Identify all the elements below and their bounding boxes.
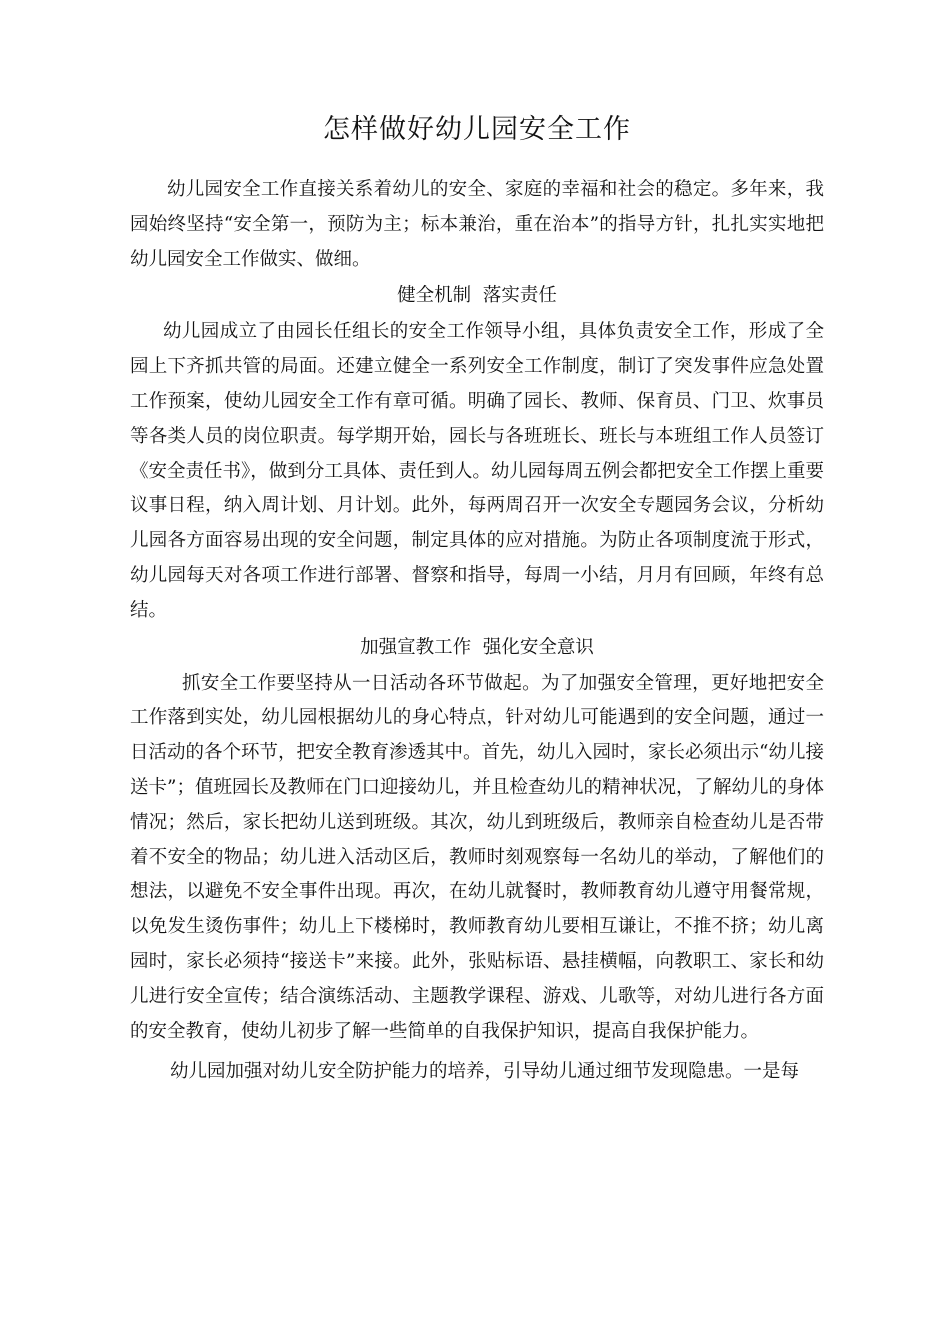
intro-paragraph: 幼儿园安全工作直接关系着幼儿的安全、家庭的幸福和社会的稳定。多年来，我园始终坚持“安全第一，预防为主；标本兼治，重在治本”的指导方针，扎扎实实地把幼儿园安全工作做实、做细。 [130,179,824,270]
section-paragraph-education: 抓安全工作要坚持从一日活动各环节做起。为了加强安全管理，更好地把安全工作落到实处，幼儿园根据幼儿的身心特点，针对幼儿可能遇到的安全问题，通过一日活动的各个环节，把安全教育渗透其中。首先，幼儿入园时，家长必须出示“幼儿接送卡”；值班园长及教师在门口迎接幼儿，并且检查幼儿的精神状况，了解幼儿的身体情况；然后，家长把幼儿送到班级。其次，幼儿到班级后，教师亲自检查幼儿是否带着不安全的物品；幼儿进入活动区后，教师时刻观察每一名幼儿的举动，了解他们的想法，以避免不安全事件出现。再次，在幼儿就餐时，教师教育幼儿遵守用餐常规，以免发生烫伤事件；幼儿上下楼梯时，教师教育幼儿要相互谦让，不推不挤；幼儿离园时，家长必须持“接送卡”来接。此外，张贴标语、悬挂横幅，向教职工、家长和幼儿进行安全宣传；结合演练活动、主题教学课程、游戏、儿歌等，对幼儿进行各方面的安全教育，使幼儿初步了解一些简单的自我保护知识，提高自我保护能力。 [130,672,824,1042]
document-title: 怎样做好幼儿园安全工作 [323,114,631,145]
section-paragraph-protection: 幼儿园加强对幼儿安全防护能力的培养，引导幼儿通过细节发现隐患。一是每 [170,1061,800,1083]
section-heading-mechanism: 健全机制 落实责任 [397,285,557,307]
section-paragraph-mechanism: 幼儿园成立了由园长任组长的安全工作领导小组，具体负责安全工作，形成了全园上下齐抓共管的局面。还建立健全一系列安全工作制度，制订了突发事件应急处置工作预案，使幼儿园安全工作有章可循。明确了园长、教师、保育员、门卫、炊事员等各类人员的岗位职责。每学期开始，园长与各班班长、班长与本班组工作人员签订《安全责任书》，做到分工具体、责任到人。幼儿园每周五例会都把安全工作摆上重要议事日程，纳入周计划、月计划。此外，每两周召开一次安全专题园务会议，分析幼儿园各方面容易出现的安全问题，制定具体的应对措施。为防止各项制度流于形式，幼儿园每天对各项工作进行部署、督察和指导，每周一小结，月月有回顾，年终有总结。 [130,321,824,621]
document-page [130,0,824,1344]
document-body [130,173,824,1090]
section-heading-education: 加强宣教工作 强化安全意识 [360,636,594,658]
